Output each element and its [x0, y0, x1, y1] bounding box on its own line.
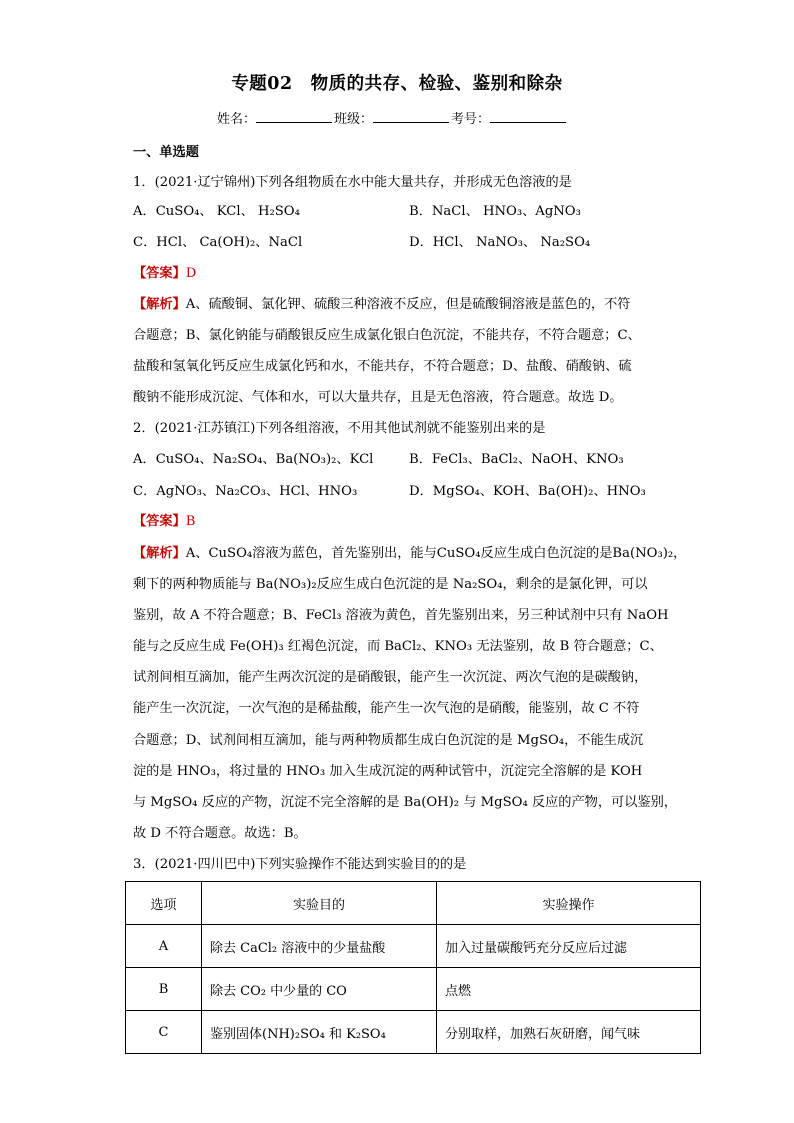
q2-analysis-line: 故 D 不符合题意。故选：B。 [133, 826, 307, 841]
q2-option-a: A．CuSO₄、Na₂SO₄、Ba(NO₃)₂、KCl [133, 452, 374, 467]
table-cell: C [126, 1011, 202, 1054]
q2-analysis-label: 【解析】 [133, 546, 186, 561]
table-header-row [126, 882, 701, 925]
q1-analysis-line: 盐酸和氢氧化钙反应生成氯化钙和水，不能共存，不符合题意；D、盐酸、硝酸钠、硫 [133, 359, 632, 374]
q2-analysis-line: 淀的是 HNO₃，将过量的 HNO₃ 加入生成沉淀的两种试管中，沉淀完全溶解的是 KOH [133, 764, 643, 779]
table-cell: 鉴别固体(NH)₂SO₄ 和 K₂SO₄ [202, 1011, 437, 1054]
q1-option-c: C．HCl、 Ca(OH)₂、NaCl [133, 235, 303, 250]
table-header-cell: 实验操作 [437, 882, 701, 925]
q2-analysis-line: 试剂间相互滴加，能产生两次沉淀的是硝酸银，能产生一次沉淀、两次气泡的是碳酸钠， [133, 670, 648, 685]
q2-option-d: D．MgSO₄、KOH、Ba(OH)₂、HNO₃ [409, 484, 646, 499]
table-row [126, 1011, 701, 1054]
q3-stem: 3．(2021·四川巴中)下列实验操作不能达到实验目的的是 [133, 857, 467, 872]
q1-analysis-line: 合题意；B、氯化钠能与硝酸银反应生成氯化银白色沉淀，不能共存，不符合题意；C、 [133, 328, 641, 343]
q1-answer-value: D [185, 266, 197, 281]
name-blank[interactable] [256, 110, 332, 123]
table-cell: 除去 CO₂ 中少量的 CO [202, 968, 437, 1011]
q2-answer-value: B [185, 514, 196, 529]
q1-answer [133, 265, 196, 283]
q2-analysis-line: 合题意；D、试剂间相互滴加，能与两种物质都生成白色沉淀的是 MgSO₄，不能生成沉 [133, 733, 644, 748]
q2-option-b: B．FeCl₃、BaCl₂、NaOH、KNO₃ [409, 452, 624, 467]
q1-answer-label: 【答案】 [133, 266, 186, 281]
q2-stem: 2．(2021·江苏镇江)下列各组溶液，不用其他试剂就不能鉴别出来的是 [133, 421, 546, 436]
q2-answer [133, 513, 195, 531]
q1-analysis-label: 【解析】 [133, 297, 186, 312]
exam-blank[interactable] [490, 110, 566, 123]
table-cell: 分别取样，加熟石灰研磨，闻气味 [437, 1011, 701, 1054]
q1-option-b: B．NaCl、 HNO₃、AgNO₃ [409, 204, 581, 219]
q2-option-c: C．AgNO₃、Na₂CO₃、HCl、HNO₃ [133, 484, 358, 499]
q2-analysis-line: 能产生一次沉淀，一次气泡的是稀盐酸，能产生一次气泡的是硝酸，能鉴别，故 C 不符 [133, 701, 640, 716]
q2-analysis-line: 与 MgSO₄ 反应的产物，沉淀不完全溶解的是 Ba(OH)₂ 与 MgSO₄ 反应的产物，可以鉴别， [133, 795, 677, 810]
document-title: 专题02 物质的共存、检验、鉴别和除杂 [231, 74, 563, 94]
class-blank[interactable] [373, 110, 449, 123]
q1-stem: 1．(2021·辽宁锦州)下列各组物质在水中能大量共存，并形成无色溶液的是 [133, 175, 572, 190]
q2-analysis-line: 剩下的两种物质能与 Ba(NO₃)₂反应生成白色沉淀的是 Na₂SO₄，剩余的是氯化钾，可以 [133, 577, 648, 592]
table-cell: 除去 CaCl₂ 溶液中的少量盐酸 [202, 925, 437, 968]
table-row [126, 925, 701, 968]
table-row [126, 968, 701, 1011]
table-cell: A [126, 925, 202, 968]
name-label: 姓名： [217, 112, 257, 127]
table-cell: 点燃 [437, 968, 701, 1011]
section-heading: 一、单选题 [133, 145, 199, 160]
class-label: 班级： [334, 112, 374, 127]
q1-analysis-line: 酸钠不能形成沉淀、气体和水，可以大量共存，且是无色溶液，符合题意。故选 D。 [133, 390, 623, 405]
table-cell: 加入过量碳酸钙充分反应后过滤 [437, 925, 701, 968]
student-info [217, 108, 568, 127]
table-header-cell: 实验目的 [202, 882, 437, 925]
q2-analysis-line: 鉴别，故 A 不符合题意；B、FeCl₃ 溶液为黄色，首先鉴别出来，另三种试剂中只有 NaOH [133, 608, 669, 623]
q1-option-a: A．CuSO₄、 KCl、 H₂SO₄ [133, 204, 300, 219]
q2-analysis-line: 能与之反应生成 Fe(OH)₃ 红褐色沉淀，而 BaCl₂、KNO₃ 无法鉴别，故 B 符合题意；C、 [133, 639, 663, 654]
q2-answer-label: 【答案】 [133, 514, 186, 529]
table-header-cell: 选项 [126, 882, 202, 925]
table-cell: B [126, 968, 202, 1011]
experiment-table [125, 881, 701, 1054]
q1-analysis-line: 【解析】A、硫酸铜、氯化钾、硫酸三种溶液不反应，但是硫酸铜溶液是蓝色的，不符 [133, 297, 631, 312]
exam-label: 考号： [451, 112, 491, 127]
q1-option-d: D．HCl、 NaNO₃、 Na₂SO₄ [409, 235, 591, 250]
q2-analysis-line: 【解析】A、CuSO₄溶液为蓝色，首先鉴别出，能与CuSO₄反应生成白色沉淀的是Ba(NO₃)₂， [133, 546, 687, 561]
